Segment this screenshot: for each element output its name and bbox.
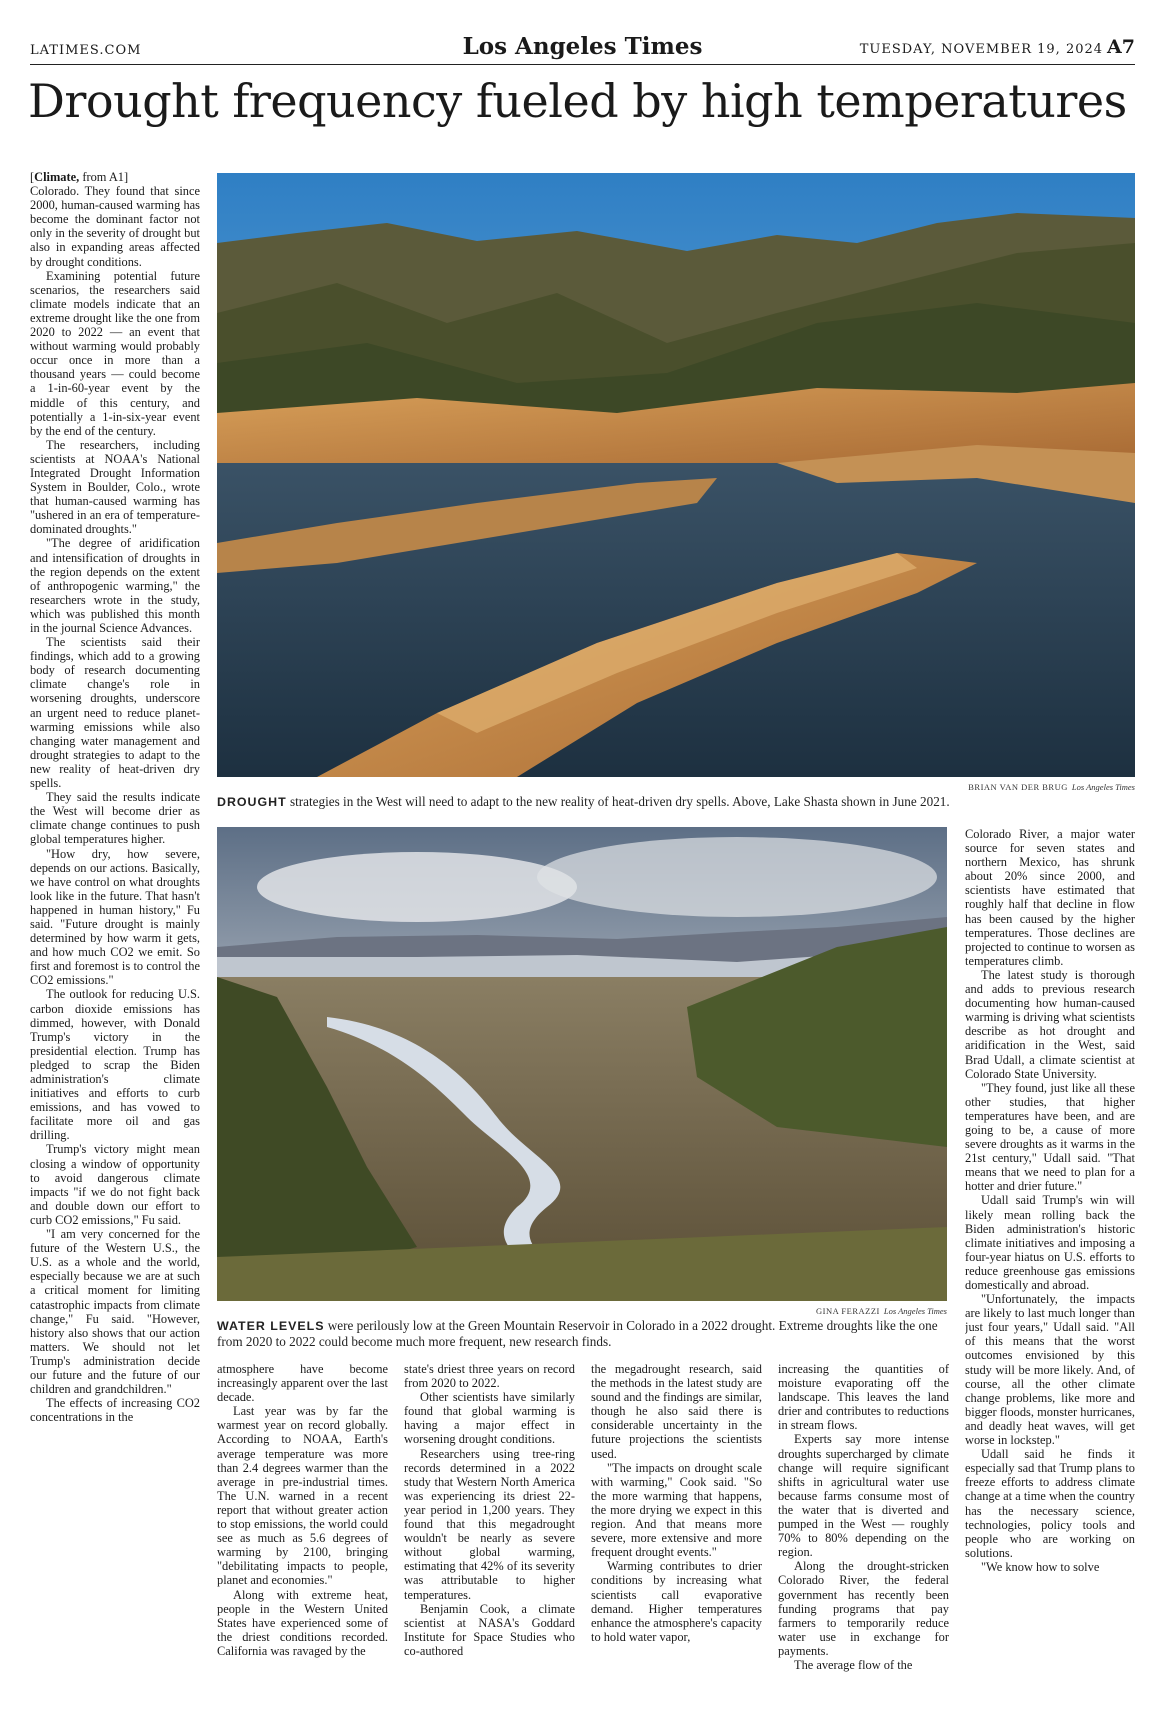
article-paragraph: The average flow of the	[794, 1657, 913, 1672]
photo1-caption-text: strategies in the West will need to adapt to the new reality of heat-driven dry spells. Above, Lake Shasta shown in June 2021.	[289, 794, 950, 809]
photo1-caption	[217, 794, 1135, 810]
article-paragraph: Last year was by far the warmest year on record globally. According to NOAA, Earth's average temperature was more than 2.4 degrees warmer than the average in pre-industrial times. The U.N. warned in a recent report that without greater action to stop emissions, the world could see as much as 5.6 degrees of warming by 2100, bringing "debilitating impacts to people, planet and economies."	[217, 1404, 388, 1588]
photo2-caption-text: were perilously low at the Green Mountain Reservoir in Colorado in a 2022 drought. Extreme droughts like the one from 2020 to 2022 could become much more frequent, new research finds.	[217, 1318, 938, 1349]
article-paragraph: "Unfortunately, the impacts are likely to last much longer than just four years," Udall said. "All of this means that the worst outcomes envisioned by this study will be more likely. And, of course, all the other climate change problems, like more and bigger floods, monster hurricanes, and deadly heat waves, will get worse in lockstep."	[965, 1292, 1135, 1448]
article-paragraph: The effects of increasing CO2 concentrations in the	[30, 1396, 200, 1425]
column-3	[404, 1362, 575, 1732]
photo2-credit	[217, 1306, 947, 1316]
article-paragraph: Udall said Trump's win will likely mean rolling back the Biden administration's historic climate initiatives and imposing a four-year hiatus on U.S. efforts to reduce greenhouse gas emissions domestically and abroad.	[965, 1193, 1135, 1292]
photo1-credit-name: BRIAN VAN DER BRUG	[968, 782, 1068, 792]
jump-label: Climate,	[34, 170, 80, 184]
article-paragraph: Researchers using tree-ring records determined in a 2022 study that Western North America was experiencing its driest 22-year period in 1,200 years. They found that this megadrought wouldn't be nearly as severe without global warming, estimating that 42% of its severity was attributable to higher temperatures.	[404, 1446, 575, 1602]
newspaper-name: Los Angeles Times	[462, 33, 703, 60]
article-paragraph: Along the drought-stricken Colorado River, the federal government has recently been funding programs that pay farmers to temporarily reduce water use in exchange for payments.	[778, 1559, 949, 1658]
article-paragraph: Colorado. They found that since 2000, human-caused warming has become the dominant factor not only in the severity of drought but also in expanding areas affected by drought conditions.	[30, 184, 200, 269]
lake-shasta-photo	[217, 173, 1135, 777]
article-paragraph: Udall said he finds it especially sad that Trump plans to freeze efforts to address climate change at a time when the country has the necessary science, technologies, policy tools and people who are working on solutions.	[965, 1447, 1135, 1560]
article-paragraph: "The impacts on drought scale with warming," Cook said. "So the more warming that happens, the more drying we expect in this region. And that means more severe, more extensive and more frequent drought events."	[591, 1460, 762, 1560]
photo2-credit-name: GINA FERAZZI	[816, 1306, 880, 1316]
article-paragraph: Trump's victory might mean closing a window of opportunity to avoid dangerous climate impacts "if we do not fight back and double down our effort to curb CO2 emissions," Fu said.	[30, 1142, 200, 1227]
article-paragraph: "The degree of aridification and intensification of droughts in the region depends on the extent of anthropogenic warming," the researchers wrote in the study, which was published this month in the journal Science Advances.	[30, 536, 200, 635]
column-2	[217, 1362, 388, 1732]
article-paragraph: "We know how to solve	[981, 1559, 1100, 1574]
column-1	[30, 170, 200, 1730]
jump-from: from A1	[82, 170, 124, 184]
article-paragraph: increasing the quantities of moisture evaporating off the landscape. This leaves the land drier and contributes to reductions in stream flows.	[778, 1362, 949, 1433]
masthead	[30, 32, 1135, 65]
article-paragraph: The outlook for reducing U.S. carbon dioxide emissions has dimmed, however, with Donald Trump's victory in the presidential election. Trump has pledged to scrap the Biden administration's climate initiatives and efforts to curb emissions, and has vowed to facilitate more oil and gas drilling.	[30, 987, 200, 1143]
reservoir-image	[217, 827, 947, 1301]
headline: Drought frequency fueled by high temperatures	[28, 74, 1127, 128]
article-paragraph: Examining potential future scenarios, the researchers said climate models indicate that an extreme drought like the one from 2020 to 2022 — an event that without warming would probably occur once in more than a thousand years — could become a 1-in-60-year event by the middle of this century, and potentially a 1-in-six-year event by the end of the century.	[30, 268, 200, 438]
photo1-credit-org: Los Angeles Times	[1071, 782, 1135, 792]
column-5	[778, 1362, 949, 1732]
date-text: TUESDAY, NOVEMBER 19, 2024	[859, 42, 1104, 57]
article-paragraph: "How dry, how severe, depends on our actions. Basically, we have control on what droughts look like in the future. That hasn't happened in human history," Fu said. "Future drought is mainly determined by how warm it gets, and how much CO2 we emit. So first and foremost is to control the CO2 emissions."	[30, 846, 200, 988]
article-paragraph: atmosphere have become increasingly apparent over the last decade.	[217, 1362, 388, 1405]
lake-shasta-image	[217, 173, 1135, 777]
article-paragraph: Experts say more intense droughts supercharged by climate change will require significant shifts in agricultural water use because farms consume most of the water that is diverted and pumped in the West — roughly 70% to 80% depending on the region.	[778, 1432, 949, 1560]
article-paragraph: "I am very concerned for the future of the Western U.S., the U.S. as a whole and the world, especially because we are at such a critical moment for limiting catastrophic impacts from climate change," Fu said. "However, history also shows that our action matters. We should not let Trump's administration decide our future and the future of our children and grandchildren."	[30, 1227, 200, 1397]
photo1-caption-lead: DROUGHT	[217, 795, 287, 809]
jump-line: [Climate, from A1]	[30, 170, 129, 184]
article-paragraph: Colorado River, a major water source for seven states and northern Mexico, has shrunk about 20% since 2000, and scientists have estimated that roughly half that decline in flow has been caused by the higher temperatures. Those declines are projected to continue to worsen as temperatures climb.	[965, 827, 1135, 968]
article-paragraph: The researchers, including scientists at NOAA's National Integrated Drought Information System in Boulder, Colo., wrote that human-caused warming has "ushered in an era of temperature-dominated droughts."	[30, 437, 200, 537]
article-paragraph: state's driest three years on record from 2020 to 2022.	[404, 1362, 575, 1391]
article-paragraph: Benjamin Cook, a climate scientist at NASA's Goddard Institute for Space Studies who co-authored	[404, 1601, 575, 1658]
article-paragraph: Warming contributes to drier conditions by increasing what scientists call evaporative demand. Higher temperatures enhance the atmosphere's capacity to hold water vapor,	[591, 1559, 762, 1644]
column-6	[965, 827, 1135, 1733]
photo1-credit	[217, 782, 1135, 792]
article-paragraph: the megadrought research, said the methods in the latest study are sound and the findings are similar, though he also said there is considerable uncertainty in the future projections the scientists used.	[591, 1362, 762, 1461]
green-mountain-reservoir-photo	[217, 827, 947, 1301]
photo2-caption	[217, 1318, 947, 1349]
issue-date	[860, 36, 1135, 58]
page-number: A7	[1107, 36, 1135, 58]
column-4	[591, 1362, 762, 1732]
photo2-caption-lead: WATER LEVELS	[217, 1319, 325, 1333]
article-paragraph: The scientists said their findings, which add to a growing body of research documenting climate change's role in worsening droughts, underscore an urgent need to reduce planet-warming emissions while also changing water management and drought strategies to adapt to the new reality of heat-driven dry spells.	[30, 635, 200, 791]
site-url[interactable]: LATIMES.COM	[30, 43, 142, 58]
article-paragraph: The latest study is thorough and adds to previous research documenting how human-caused warming is driving what scientists describe as hot drought and aridification in the West, said Brad Udall, a climate scientist at Colorado State University.	[965, 967, 1135, 1081]
article-paragraph: Along with extreme heat, people in the Western United States have experienced some of the driest conditions recorded. California was ravaged by the	[217, 1587, 388, 1658]
photo2-credit-org: Los Angeles Times	[883, 1306, 947, 1316]
article-paragraph: Other scientists have similarly found that global warming is having a major effect in worsening drought conditions.	[404, 1390, 575, 1447]
article-paragraph: "They found, just like all these other studies, that higher temperatures have been, and are going to be, a cause of more severe droughts as it warms in the 21st century," Udall said. "That means that we need to plan for a hotter and drier future."	[965, 1080, 1135, 1194]
article-paragraph: They said the results indicate the West will become drier as climate change continues to push global temperatures higher.	[30, 790, 200, 847]
